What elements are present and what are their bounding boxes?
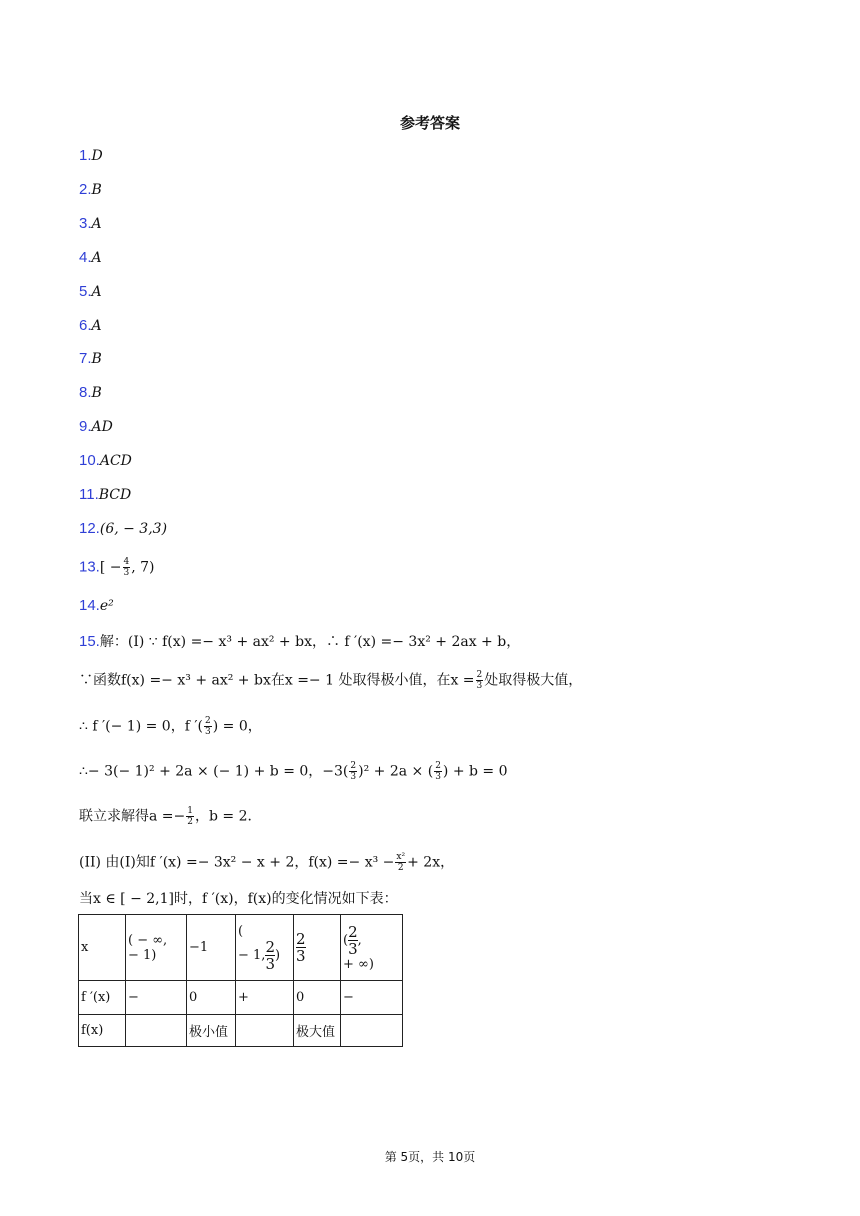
fraction-denominator: 3 xyxy=(265,954,275,973)
answer-item xyxy=(79,181,102,199)
table-cell xyxy=(187,1015,236,1047)
answer-item xyxy=(79,418,113,436)
q15-line2-post: 处取得极大值， xyxy=(484,672,583,689)
q15-line3-pre: ∴ f ′(− 1) = 0，f ′( xyxy=(79,718,203,735)
q15-line5 xyxy=(79,806,262,827)
q15-line2-pre: ∵函数f(x) =− x³ + ax² + bx在x =− 1 处取得极小值，在x = xyxy=(79,672,475,689)
table-row xyxy=(79,981,403,1015)
fraction xyxy=(186,806,194,827)
fraction-numerator: x² xyxy=(396,852,406,862)
fraction xyxy=(123,557,131,578)
q15-line6-post: + 2x， xyxy=(407,854,455,871)
fraction-denominator: 2 xyxy=(187,817,193,827)
fraction-denominator: 3 xyxy=(476,681,483,691)
q15-line1 xyxy=(79,633,520,651)
answer-text: e² xyxy=(99,598,114,614)
fraction-numerator: 2 xyxy=(435,761,441,771)
answer-number: 12. xyxy=(79,520,100,537)
table-row xyxy=(79,1015,403,1047)
answer-text: (6, − 3,3) xyxy=(99,521,168,537)
table-cell xyxy=(79,1015,126,1047)
answer-text: B xyxy=(91,182,102,198)
answer-text: , 7) xyxy=(131,559,155,576)
cell-text: + xyxy=(238,990,249,1005)
page-footer: 第 5页，共 10页 xyxy=(384,1150,476,1164)
answer-number: 11. xyxy=(79,486,99,503)
answer-text: D xyxy=(91,148,103,164)
q15-number: 15. xyxy=(79,633,100,650)
q15-line6-pre: (II) 由(I)知f ′(x) =− 3x² − x + 2，f(x) =− x³ − xyxy=(79,854,395,871)
q15-line3-post: ) = 0， xyxy=(212,718,262,735)
cell-text: x xyxy=(81,940,89,955)
answer-number: 6. xyxy=(79,317,92,334)
table-cell xyxy=(294,981,341,1015)
answer-item xyxy=(79,215,102,233)
cell-text: f ′(x) xyxy=(81,990,111,1005)
answer-text: A xyxy=(91,284,102,300)
answer-item xyxy=(79,283,102,301)
answer-number: 13. xyxy=(79,558,100,576)
answer-item xyxy=(79,147,103,165)
table-cell xyxy=(341,1015,403,1047)
cell-text: ( − ∞, xyxy=(128,932,168,948)
fraction xyxy=(348,924,358,957)
fraction xyxy=(434,761,442,782)
cell-text: ( xyxy=(343,932,349,948)
answer-item xyxy=(79,557,155,578)
cell-text: − xyxy=(343,990,354,1005)
table-cell xyxy=(341,981,403,1015)
cell-text: − xyxy=(128,990,139,1005)
page-title: 参考答案 xyxy=(399,114,460,132)
answer-item xyxy=(79,350,102,368)
fraction-denominator: 2 xyxy=(397,863,404,873)
q15-line6 xyxy=(79,852,454,873)
cell-text: 0 xyxy=(189,990,198,1005)
answer-text: A xyxy=(91,216,102,232)
answer-text: A xyxy=(91,250,102,266)
answer-item xyxy=(79,384,102,402)
fraction-denominator: 3 xyxy=(348,939,358,958)
answer-number: 8. xyxy=(79,384,92,401)
table-cell xyxy=(236,1015,294,1047)
q15-line5-post: ，b = 2． xyxy=(195,808,262,825)
fraction-numerator: 2 xyxy=(348,922,358,941)
fraction-numerator: 2 xyxy=(205,716,211,726)
table-cell xyxy=(126,1015,187,1047)
answer-item xyxy=(79,520,167,538)
table-cell xyxy=(294,915,341,981)
q15-line1-text: 解：(I) ∵ f(x) =− x³ + ax² + bx，∴ f ′(x) =− 3x² + 2ax + b， xyxy=(99,634,521,650)
answer-number: 4. xyxy=(79,249,92,266)
answer-text: ACD xyxy=(99,453,132,469)
fraction-numerator: 2 xyxy=(296,930,306,948)
answer-number: 10. xyxy=(79,452,100,469)
table-cell xyxy=(187,981,236,1015)
answer-item xyxy=(79,486,131,504)
fraction-denominator: 3 xyxy=(123,568,130,578)
fraction-numerator: 2 xyxy=(265,937,275,956)
table-cell xyxy=(79,981,126,1015)
fraction xyxy=(395,852,406,873)
answer-item xyxy=(79,452,132,470)
q15-line7 xyxy=(79,890,398,908)
answer-item xyxy=(79,249,102,267)
cell-text: , xyxy=(357,932,362,948)
fraction-numerator: 4 xyxy=(123,557,130,567)
answer-number: 9. xyxy=(79,418,92,435)
fraction-denominator: 3 xyxy=(435,772,441,782)
table-cell xyxy=(236,915,294,981)
cell-text: − 1) xyxy=(128,947,157,963)
answer-number: 14. xyxy=(79,597,100,614)
q15-line4-c: ) + b = 0 xyxy=(442,763,508,780)
cell-text: −1 xyxy=(189,940,209,955)
answer-text: [ − xyxy=(99,559,122,576)
answer-text: B xyxy=(91,385,102,401)
answer-text: B xyxy=(91,351,102,367)
q15-line5-pre: 联立求解得a =− xyxy=(79,808,186,825)
table-cell xyxy=(236,981,294,1015)
fraction-numerator: 1 xyxy=(187,806,193,816)
cell-text: ) xyxy=(274,947,281,963)
fraction xyxy=(265,939,275,972)
q15-line4 xyxy=(79,761,508,782)
table-cell xyxy=(79,915,126,981)
q15-line7-text: 当x ∈ [ − 2,1]时，f ′(x)，f(x)的变化情况如下表： xyxy=(79,891,398,907)
fraction-denominator: 3 xyxy=(296,947,306,965)
cell-text: + ∞) xyxy=(343,956,374,972)
table-cell xyxy=(126,981,187,1015)
fraction xyxy=(476,670,484,691)
answer-number: 2. xyxy=(79,181,92,198)
fraction-numerator: 2 xyxy=(476,670,483,680)
answer-item xyxy=(79,597,114,615)
cell-text: 极大值 xyxy=(296,1025,336,1040)
cell-text: − 1, xyxy=(238,947,266,963)
q15-line2 xyxy=(79,670,582,691)
fraction-denominator: 3 xyxy=(205,727,211,737)
cell-text: f(x) xyxy=(81,1023,104,1038)
fraction xyxy=(296,931,306,964)
table-cell xyxy=(126,915,187,981)
answer-number: 7. xyxy=(79,350,92,367)
fraction xyxy=(204,716,212,737)
cell-text: 极小值 xyxy=(189,1025,229,1040)
fraction-denominator: 3 xyxy=(350,772,357,782)
q15-line4-a: ∴− 3(− 1)² + 2a × (− 1) + b = 0，−3( xyxy=(79,763,349,780)
table-cell xyxy=(187,915,236,981)
answer-text: BCD xyxy=(98,487,132,503)
answer-number: 3. xyxy=(79,215,92,232)
answer-number: 1. xyxy=(79,147,92,164)
q15-line3 xyxy=(79,716,262,737)
answer-number: 5. xyxy=(79,283,92,300)
fraction xyxy=(349,761,357,782)
answer-text: AD xyxy=(91,419,113,435)
table-cell xyxy=(294,1015,341,1047)
answer-item xyxy=(79,317,102,335)
fraction-numerator: 2 xyxy=(350,761,357,771)
cell-text: 0 xyxy=(296,990,305,1005)
cell-text: ( xyxy=(238,923,244,939)
q15-line4-b: )² + 2a × ( xyxy=(358,763,434,780)
answer-text: A xyxy=(91,318,102,334)
variation-table xyxy=(78,914,403,1047)
table-row xyxy=(79,915,403,981)
table-cell xyxy=(341,915,403,981)
